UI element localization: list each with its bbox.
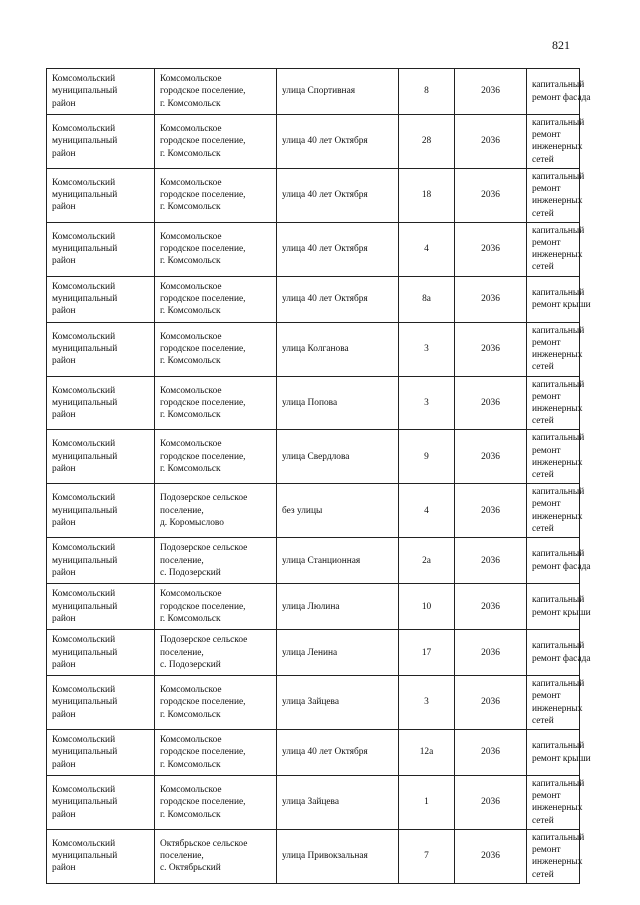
work-type-cell-line: инженерных: [532, 196, 583, 207]
work-type-cell-line: ремонт: [532, 691, 561, 702]
work-type-cell-line: ремонт: [532, 337, 561, 348]
district-cell-line: муниципальный: [52, 797, 118, 808]
house-number-cell: 12а: [399, 730, 455, 776]
settlement-cell: [155, 222, 277, 276]
work-type-cell-line: капитальный: [532, 549, 585, 560]
settlement-cell-line: г. Комсомольск: [160, 356, 221, 367]
district-cell-line: район: [52, 613, 76, 624]
settlement-cell-line: городское поселение,: [160, 747, 246, 758]
settlement-cell-line: г. Комсомольск: [160, 463, 221, 474]
work-type-cell-line: ремонт фасада: [532, 653, 591, 664]
street-cell: улица Зайцева: [277, 676, 399, 730]
settlement-cell: [155, 829, 277, 883]
settlement-cell: [155, 484, 277, 538]
settlement-cell-line: д. Коромыслово: [160, 517, 224, 528]
house-number-cell: 18: [399, 168, 455, 222]
work-type-cell-line: капитальный: [532, 641, 585, 652]
district-cell: [47, 322, 155, 376]
settlement-cell-line: с. Октябрьский: [160, 863, 221, 874]
district-cell-line: район: [52, 809, 76, 820]
settlement-cell-line: городское поселение,: [160, 244, 246, 255]
district-cell: [47, 776, 155, 830]
house-number-cell: 3: [399, 676, 455, 730]
table-row: [47, 676, 580, 730]
street-cell: улица Зайцева: [277, 776, 399, 830]
district-cell-line: муниципальный: [52, 397, 118, 408]
settlement-cell-line: Комсомольское: [160, 589, 222, 600]
work-type-cell-line: капитальный: [532, 118, 585, 128]
table-body: [47, 69, 591, 884]
district-cell-line: район: [52, 863, 76, 874]
settlement-cell-line: городское поселение,: [160, 190, 246, 201]
settlement-cell-line: Подозерское сельское: [160, 543, 248, 554]
settlement-cell-line: г. Комсомольск: [160, 148, 221, 159]
district-cell: [47, 115, 155, 169]
work-type-cell: [527, 829, 585, 883]
work-type-cell-line: ремонт: [532, 237, 561, 248]
work-type-cell-line: капитальный: [532, 325, 585, 336]
house-number-cell: 4: [399, 222, 455, 276]
table-row: [47, 484, 580, 538]
settlement-cell-line: Комсомольское: [160, 685, 222, 696]
work-type-cell-line: сетей: [532, 416, 554, 427]
settlement-cell: [155, 115, 277, 169]
district-cell-line: муниципальный: [52, 601, 118, 612]
work-type-cell: [527, 376, 585, 430]
work-type-cell: [527, 538, 591, 584]
work-type-cell-line: инженерных: [532, 350, 583, 361]
table-row: [47, 538, 580, 584]
district-cell-line: Комсомольский: [52, 74, 116, 85]
settlement-cell-line: Комсомольское: [160, 331, 222, 342]
work-type-cell: [527, 776, 585, 830]
work-type-cell-line: сетей: [532, 523, 554, 534]
settlement-cell-line: Комсомольское: [160, 231, 222, 242]
work-type-cell: [527, 115, 585, 169]
table-row: [47, 630, 580, 676]
settlement-cell-line: г. Комсомольск: [160, 759, 221, 770]
street-cell: улица Свердлова: [277, 430, 399, 484]
work-type-cell-line: капитальный: [532, 225, 585, 236]
district-cell-line: муниципальный: [52, 505, 118, 516]
settlement-cell-line: Комсомольское: [160, 735, 222, 746]
work-type-cell-line: ремонт: [532, 130, 561, 141]
work-type-cell-line: инженерных: [532, 803, 583, 814]
work-type-cell: [527, 484, 585, 538]
year-cell: 2036: [455, 538, 527, 584]
district-cell: [47, 676, 155, 730]
district-cell-line: Комсомольский: [52, 589, 116, 600]
house-number-cell: 2а: [399, 538, 455, 584]
work-type-cell-line: ремонт: [532, 184, 561, 195]
table-row: [47, 168, 580, 222]
district-cell: [47, 829, 155, 883]
district-cell-line: муниципальный: [52, 555, 118, 566]
year-cell: 2036: [455, 484, 527, 538]
street-cell: улица Ленина: [277, 630, 399, 676]
year-cell: 2036: [455, 115, 527, 169]
work-type-cell-line: ремонт: [532, 845, 561, 856]
district-cell-line: район: [52, 256, 76, 267]
work-type-cell: [527, 430, 585, 484]
house-number-cell: 1: [399, 776, 455, 830]
work-type-cell-line: инженерных: [532, 250, 583, 261]
settlement-cell-line: Комсомольское: [160, 785, 222, 796]
settlement-cell-line: Октябрьское сельское: [160, 838, 248, 849]
work-type-cell: [527, 69, 591, 115]
settlement-cell-line: городское поселение,: [160, 136, 246, 147]
work-type-cell-line: капитальный: [532, 80, 585, 91]
work-type-cell-line: капитальный: [532, 741, 585, 752]
district-cell-line: Комсомольский: [52, 281, 116, 292]
settlement-cell: [155, 730, 277, 776]
work-type-cell: [527, 676, 585, 730]
table-row: [47, 730, 580, 776]
district-cell-line: Комсомольский: [52, 385, 116, 396]
year-cell: 2036: [455, 69, 527, 115]
settlement-cell-line: Комсомольское: [160, 124, 222, 135]
street-cell: улица 40 лет Октября: [277, 222, 399, 276]
work-type-cell-line: инженерных: [532, 703, 583, 714]
settlement-cell: [155, 584, 277, 630]
settlement-cell-line: поселение,: [160, 647, 204, 658]
district-cell-line: муниципальный: [52, 190, 118, 201]
district-cell-line: район: [52, 659, 76, 670]
work-type-cell-line: инженерных: [532, 457, 583, 468]
work-type-cell: [527, 276, 591, 322]
work-type-cell-line: ремонт крыши: [532, 300, 591, 311]
work-type-cell-line: сетей: [532, 470, 554, 481]
street-cell: улица 40 лет Октября: [277, 730, 399, 776]
work-type-cell: [527, 222, 585, 276]
work-type-cell: [527, 730, 591, 776]
district-cell-line: муниципальный: [52, 86, 118, 97]
settlement-cell-line: г. Комсомольск: [160, 809, 221, 820]
district-cell: [47, 584, 155, 630]
table-row: [47, 69, 580, 115]
district-cell-line: район: [52, 567, 76, 578]
work-type-cell: [527, 322, 585, 376]
district-cell-line: муниципальный: [52, 697, 118, 708]
district-cell-line: район: [52, 148, 76, 159]
work-type-cell-line: сетей: [532, 154, 554, 165]
work-type-cell-line: инженерных: [532, 142, 583, 153]
settlement-cell-line: городское поселение,: [160, 797, 246, 808]
year-cell: 2036: [455, 676, 527, 730]
settlement-cell-line: г. Комсомольск: [160, 709, 221, 720]
work-type-cell-line: ремонт фасада: [532, 92, 591, 103]
district-cell-line: муниципальный: [52, 451, 118, 462]
work-type-cell-line: капитальный: [532, 595, 585, 606]
settlement-cell-line: с. Подозерский: [160, 567, 221, 578]
table-row: [47, 584, 580, 630]
district-cell: [47, 168, 155, 222]
house-number-cell: 4: [399, 484, 455, 538]
district-cell-line: муниципальный: [52, 294, 118, 305]
work-type-cell-line: капитальный: [532, 487, 585, 498]
district-cell: [47, 222, 155, 276]
table-row: [47, 376, 580, 430]
settlement-cell-line: городское поселение,: [160, 601, 246, 612]
work-type-cell-line: инженерных: [532, 403, 583, 414]
work-type-cell-line: сетей: [532, 715, 554, 726]
work-type-cell-line: капитальный: [532, 379, 585, 390]
street-cell: без улицы: [277, 484, 399, 538]
district-cell: [47, 630, 155, 676]
settlement-cell-line: г. Комсомольск: [160, 306, 221, 317]
settlement-cell-line: с. Подозерский: [160, 659, 221, 670]
street-cell: улица Станционная: [277, 538, 399, 584]
settlement-cell-line: Комсомольское: [160, 281, 222, 292]
settlement-cell: [155, 538, 277, 584]
house-number-cell: 8а: [399, 276, 455, 322]
table-row: [47, 829, 580, 883]
table-row: [47, 776, 580, 830]
district-cell-line: Комсомольский: [52, 785, 116, 796]
work-type-cell-line: ремонт фасада: [532, 561, 591, 572]
settlement-cell-line: Комсомольское: [160, 74, 222, 85]
settlement-cell: [155, 322, 277, 376]
work-type-cell-line: капитальный: [532, 433, 585, 444]
table-row: [47, 430, 580, 484]
district-cell-line: муниципальный: [52, 647, 118, 658]
house-number-cell: 7: [399, 829, 455, 883]
settlement-cell-line: городское поселение,: [160, 397, 246, 408]
settlement-cell-line: поселение,: [160, 555, 204, 566]
page-number: 821: [552, 38, 570, 52]
district-cell-line: район: [52, 356, 76, 367]
table-row: [47, 276, 580, 322]
settlement-cell: [155, 430, 277, 484]
work-type-cell: [527, 630, 591, 676]
district-cell-line: муниципальный: [52, 343, 118, 354]
year-cell: 2036: [455, 376, 527, 430]
street-cell: улица Люлина: [277, 584, 399, 630]
work-type-cell-line: ремонт крыши: [532, 607, 591, 618]
settlement-cell: [155, 776, 277, 830]
district-cell-line: район: [52, 98, 76, 109]
district-cell-line: Комсомольский: [52, 231, 116, 242]
work-type-cell-line: ремонт: [532, 445, 561, 456]
district-cell-line: Комсомольский: [52, 177, 116, 188]
district-cell-line: район: [52, 517, 76, 528]
street-cell: улица Попова: [277, 376, 399, 430]
table-row: [47, 322, 580, 376]
district-cell-line: район: [52, 463, 76, 474]
year-cell: 2036: [455, 276, 527, 322]
district-cell-line: Комсомольский: [52, 124, 116, 135]
work-type-cell-line: сетей: [532, 815, 554, 826]
year-cell: 2036: [455, 730, 527, 776]
work-type-cell-line: капитальный: [532, 287, 585, 298]
settlement-cell-line: г. Комсомольск: [160, 256, 221, 267]
work-type-cell-line: ремонт: [532, 391, 561, 402]
house-number-cell: 17: [399, 630, 455, 676]
work-type-cell-line: инженерных: [532, 857, 583, 868]
district-cell-line: Комсомольский: [52, 439, 116, 450]
settlement-cell-line: Комсомольское: [160, 439, 222, 450]
work-type-cell-line: капитальный: [532, 832, 585, 843]
settlement-cell: [155, 676, 277, 730]
settlement-cell-line: городское поселение,: [160, 86, 246, 97]
work-type-cell-line: сетей: [532, 208, 554, 219]
house-number-cell: 3: [399, 322, 455, 376]
settlement-cell: [155, 69, 277, 115]
district-cell-line: муниципальный: [52, 244, 118, 255]
settlement-cell-line: г. Комсомольск: [160, 410, 221, 421]
district-cell-line: муниципальный: [52, 136, 118, 147]
settlement-cell-line: Комсомольское: [160, 385, 222, 396]
settlement-cell: [155, 168, 277, 222]
work-type-cell: [527, 584, 591, 630]
district-cell-line: Комсомольский: [52, 685, 116, 696]
district-cell-line: Комсомольский: [52, 331, 116, 342]
year-cell: 2036: [455, 829, 527, 883]
settlement-cell-line: городское поселение,: [160, 451, 246, 462]
district-cell-line: Комсомольский: [52, 635, 116, 646]
street-cell: улица Привокзальная: [277, 829, 399, 883]
street-cell: улица 40 лет Октября: [277, 276, 399, 322]
year-cell: 2036: [455, 168, 527, 222]
house-number-cell: 3: [399, 376, 455, 430]
table-row: [47, 222, 580, 276]
district-cell: [47, 376, 155, 430]
settlement-cell-line: городское поселение,: [160, 343, 246, 354]
district-cell: [47, 484, 155, 538]
district-cell-line: район: [52, 759, 76, 770]
street-cell: улица 40 лет Октября: [277, 115, 399, 169]
district-cell: [47, 730, 155, 776]
year-cell: 2036: [455, 630, 527, 676]
settlement-cell-line: поселение,: [160, 851, 204, 862]
work-type-cell: [527, 168, 585, 222]
settlement-cell: [155, 630, 277, 676]
work-type-cell-line: капитальный: [532, 779, 585, 789]
year-cell: 2036: [455, 322, 527, 376]
district-cell: [47, 538, 155, 584]
work-type-cell-line: капитальный: [532, 679, 585, 690]
work-type-cell-line: сетей: [532, 262, 554, 273]
district-cell-line: район: [52, 709, 76, 720]
district-cell: [47, 276, 155, 322]
work-type-cell-line: капитальный: [532, 171, 585, 182]
district-cell-line: район: [52, 410, 76, 421]
settlement-cell-line: Комсомольское: [160, 177, 222, 188]
settlement-cell: [155, 276, 277, 322]
settlement-cell-line: г. Комсомольск: [160, 98, 221, 109]
district-cell: [47, 69, 155, 115]
district-cell-line: Комсомольский: [52, 493, 116, 504]
house-number-cell: 8: [399, 69, 455, 115]
settlement-cell-line: Подозерское сельское: [160, 493, 248, 504]
settlement-cell-line: поселение,: [160, 505, 204, 516]
street-cell: улица Спортивная: [277, 69, 399, 115]
district-cell-line: муниципальный: [52, 851, 118, 862]
settlement-cell-line: г. Комсомольск: [160, 613, 221, 624]
house-number-cell: 28: [399, 115, 455, 169]
work-type-cell-line: инженерных: [532, 511, 583, 522]
district-cell-line: муниципальный: [52, 747, 118, 758]
work-type-cell-line: сетей: [532, 869, 554, 880]
work-type-cell-line: ремонт: [532, 791, 561, 802]
work-type-cell-line: сетей: [532, 362, 554, 373]
district-cell: [47, 430, 155, 484]
district-cell-line: Комсомольский: [52, 838, 116, 849]
work-type-cell-line: ремонт крыши: [532, 753, 591, 764]
repair-schedule-table: [46, 68, 591, 884]
house-number-cell: 10: [399, 584, 455, 630]
district-cell-line: район: [52, 306, 76, 317]
table-row: [47, 115, 580, 169]
district-cell-line: Комсомольский: [52, 735, 116, 746]
district-cell-line: Комсомольский: [52, 543, 116, 554]
house-number-cell: 9: [399, 430, 455, 484]
street-cell: улица Колганова: [277, 322, 399, 376]
settlement-cell-line: г. Комсомольск: [160, 202, 221, 213]
district-cell-line: район: [52, 202, 76, 213]
settlement-cell: [155, 376, 277, 430]
year-cell: 2036: [455, 776, 527, 830]
year-cell: 2036: [455, 430, 527, 484]
settlement-cell-line: городское поселение,: [160, 294, 246, 305]
year-cell: 2036: [455, 222, 527, 276]
work-type-cell-line: ремонт: [532, 499, 561, 510]
settlement-cell-line: городское поселение,: [160, 697, 246, 708]
year-cell: 2036: [455, 584, 527, 630]
settlement-cell-line: Подозерское сельское: [160, 635, 248, 646]
street-cell: улица 40 лет Октября: [277, 168, 399, 222]
